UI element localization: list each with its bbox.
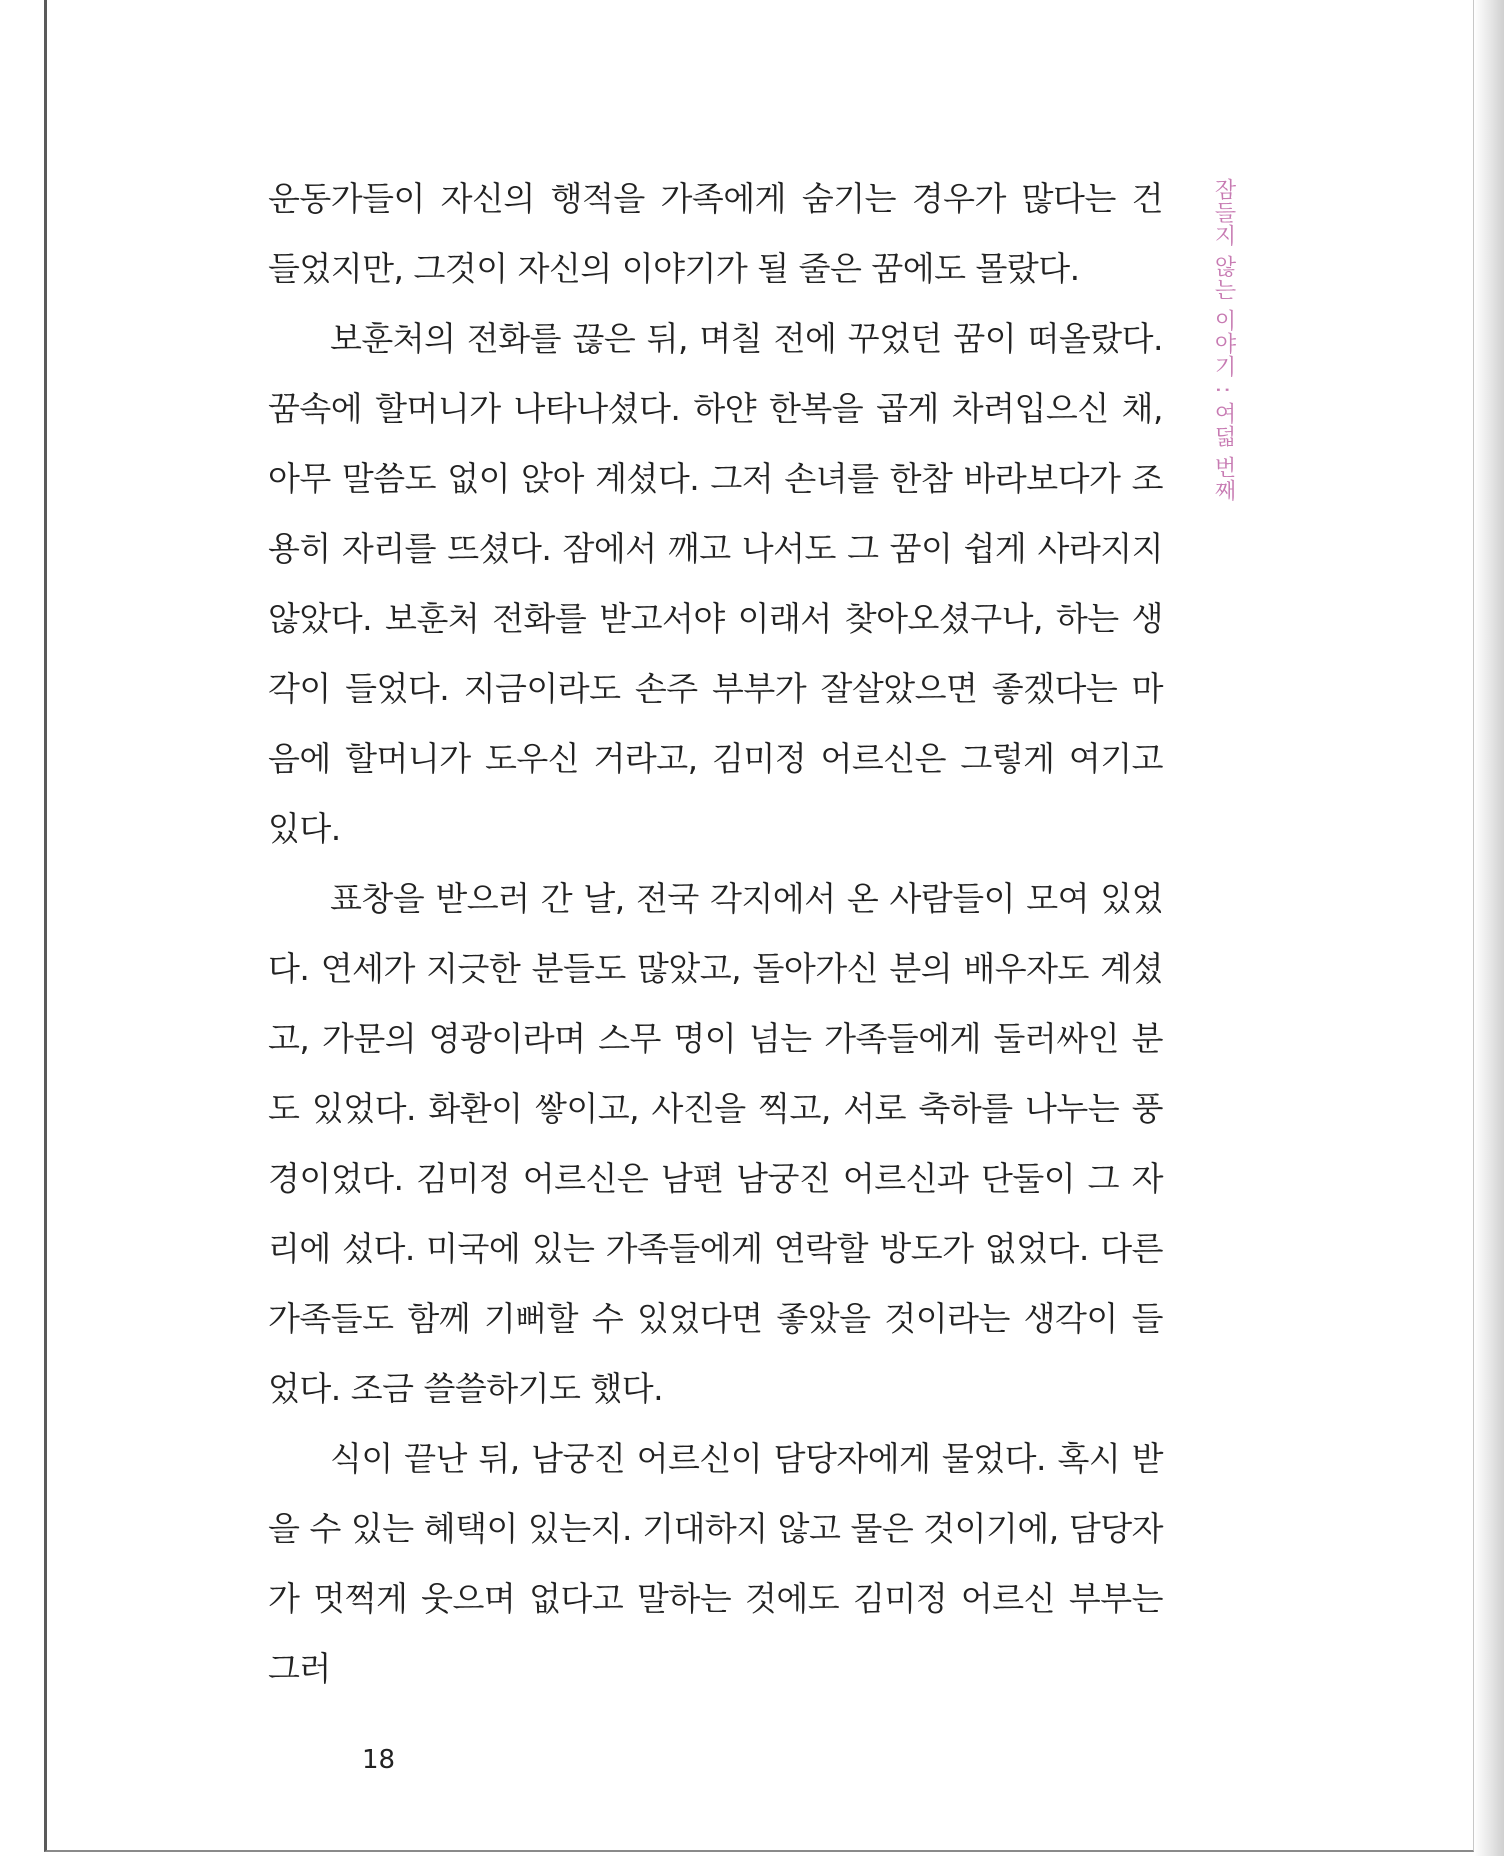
paragraph-2: 보훈처의 전화를 끊은 뒤, 며칠 전에 꾸었던 꿈이 떠올랐다. 꿈속에 할머니가 나타나셨다. 하얀 한복을 곱게 차려입으신 채, 아무 말씀도 없이 앉아 계셨다. 그저 손녀를 한참 바라보다가 조용히 자리를 뜨셨다. 잠에서 깨고 나서도 그 꿈이 쉽게 사라지지 않았다. 보훈처 전화를 받고서야 이래서 찾아오셨구나, 하는 생각이 들었다. 지금이라도 손주 부부가 잘살았으면 좋겠다는 마음에 할머니가 도우신 거라고, 김미정 어르신은 그렇게 여기고 있다. — [268, 319, 1163, 848]
paragraph-1: 운동가들이 자신의 행적을 가족에게 숨기는 경우가 많다는 건 들었지만, 그것이 자신의 이야기가 될 줄은 꿈에도 몰랐다. — [268, 179, 1163, 288]
page-number: 18 — [362, 1745, 396, 1775]
page-edge-shadow — [1474, 0, 1504, 1856]
running-head: 잠들지 않는 이야기 : 여덟 번째 — [1211, 178, 1236, 503]
body-text — [268, 164, 1163, 1704]
paragraph-4: 식이 끝난 뒤, 남궁진 어르신이 담당자에게 물었다. 혹시 받을 수 있는 혜택이 있는지. 기대하지 않고 물은 것이기에, 담당자가 멋쩍게 웃으며 없다고 말하는 것에도 김미정 어르신 부부는 그러 — [268, 1439, 1163, 1688]
paragraph-3: 표창을 받으러 간 날, 전국 각지에서 온 사람들이 모여 있었다. 연세가 지긋한 분들도 많았고, 돌아가신 분의 배우자도 계셨고, 가문의 영광이라며 스무 명이 넘는 가족들에게 둘러싸인 분도 있었다. 화환이 쌓이고, 사진을 찍고, 서로 축하를 나누는 풍경이었다. 김미정 어르신은 남편 남궁진 어르신과 단둘이 그 자리에 섰다. 미국에 있는 가족들에게 연락할 방도가 없었다. 다른 가족들도 함께 기뻐할 수 있었다면 좋았을 것이라는 생각이 들었다. 조금 쓸쓸하기도 했다. — [268, 879, 1163, 1408]
